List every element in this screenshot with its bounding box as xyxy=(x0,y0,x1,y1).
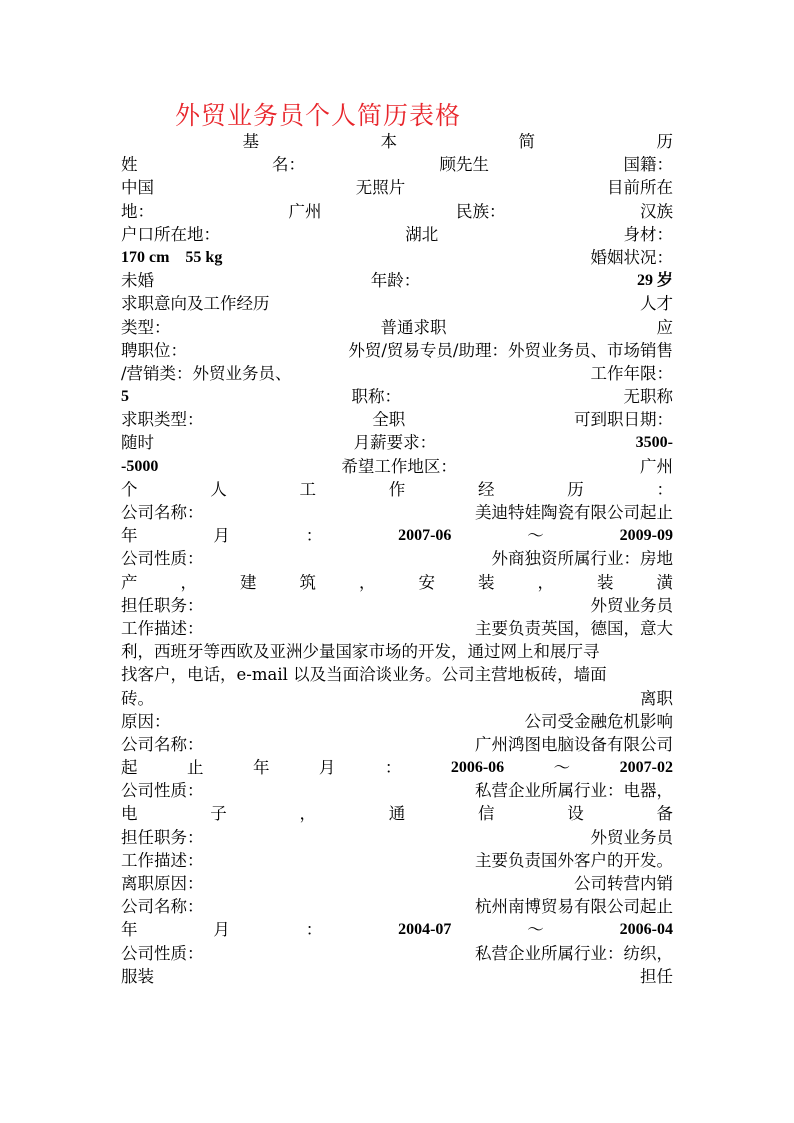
text-segment: 婚姻状况： xyxy=(590,247,673,267)
text-segment: 装 xyxy=(597,572,614,592)
text-segment: /营销类：外贸业务员、 xyxy=(121,363,292,383)
text-segment: 担任职务： xyxy=(121,595,204,615)
text-segment: ： xyxy=(305,920,323,940)
text-segment: 公司性质： xyxy=(121,549,204,569)
text-segment: 170 cm 55 kg xyxy=(121,248,223,266)
text-line xyxy=(121,756,673,779)
text-segment: 未婚 xyxy=(121,271,154,291)
text-segment: 职称： xyxy=(351,387,401,407)
text-segment: 公司性质： xyxy=(121,943,204,963)
text-segment: 身材： xyxy=(623,224,673,244)
text-segment: 无照片 xyxy=(355,178,406,198)
text-segment: 希望工作地区： xyxy=(341,456,457,476)
text-segment: 公司性质： xyxy=(121,781,204,801)
text-segment: 29 岁 xyxy=(636,272,673,290)
text-segment: 筑 xyxy=(299,572,316,592)
text-segment: 目前所在 xyxy=(607,178,673,198)
text-segment: 外商独资所属行业：房地 xyxy=(491,549,673,569)
text-segment: ～ xyxy=(553,758,571,778)
text-line xyxy=(121,385,673,408)
text-segment: 户口所在地： xyxy=(121,224,220,244)
text-line xyxy=(121,733,673,756)
text-segment: 历 xyxy=(567,479,584,499)
text-segment: 备 xyxy=(656,804,673,824)
text-segment: 2007-06 xyxy=(398,527,452,545)
text-segment: 离职 xyxy=(640,688,673,708)
text-segment: 潢 xyxy=(656,572,673,592)
text-segment: 本 xyxy=(380,132,397,151)
text-line xyxy=(121,269,673,292)
text-line xyxy=(121,895,673,918)
text-segment: 公司名称： xyxy=(121,897,204,917)
document-title: 外贸业务员个人简历表格 xyxy=(175,101,462,130)
text-segment: 2004-07 xyxy=(398,921,452,939)
text-line xyxy=(121,826,673,849)
text-segment: ， xyxy=(537,572,554,592)
text-segment: 利，西班牙等西欧及亚洲少量国家市场的开发，通过网上和展厅寻 xyxy=(121,642,600,662)
text-line xyxy=(121,617,673,640)
text-line xyxy=(121,802,673,825)
text-line xyxy=(121,316,673,339)
text-segment: 公司名称： xyxy=(121,734,204,754)
text-segment: 担任 xyxy=(640,966,673,986)
text-segment: 应 xyxy=(656,317,673,337)
text-segment: 离职原因： xyxy=(121,874,204,893)
text-segment: 止 xyxy=(186,758,204,778)
text-segment: 工作描述： xyxy=(121,850,204,870)
text-segment: ： xyxy=(305,526,323,546)
text-segment: 装 xyxy=(478,572,495,592)
text-segment: 类型： xyxy=(121,317,171,337)
text-line xyxy=(121,431,673,454)
text-segment: 建 xyxy=(240,572,257,592)
text-segment: 名： xyxy=(272,155,305,175)
text-segment: 国籍： xyxy=(623,155,673,175)
text-segment: 广州 xyxy=(288,201,322,221)
resume-body xyxy=(121,130,673,988)
text-segment: 工作描述： xyxy=(121,618,204,638)
text-segment: 公司受金融危机影响 xyxy=(524,711,673,731)
text-segment: 起 xyxy=(121,758,138,778)
text-segment: ： xyxy=(656,479,673,499)
text-segment: 公司名称： xyxy=(121,503,204,522)
text-segment: ～ xyxy=(527,920,544,940)
text-segment: -5000 xyxy=(121,457,159,475)
text-line xyxy=(121,918,673,941)
text-segment: 找客户，电话，e-mail 以及当面洽谈业务。公司主营地板砖，墙面 xyxy=(121,665,607,685)
text-segment: 经 xyxy=(478,479,495,499)
text-line xyxy=(121,872,673,895)
text-segment: ： xyxy=(384,758,402,778)
text-line xyxy=(121,408,673,431)
text-segment: 求职类型： xyxy=(121,410,204,430)
text-segment: 私营企业所属行业：电器， xyxy=(475,781,673,801)
text-line xyxy=(121,339,673,362)
text-segment: 安 xyxy=(418,572,435,592)
text-segment: 人 xyxy=(210,479,227,499)
text-segment: 求职意向及工作经历 xyxy=(121,294,270,314)
text-segment: 原因： xyxy=(121,711,171,731)
text-segment: 地： xyxy=(121,201,154,221)
text-segment: 月薪要求： xyxy=(353,433,437,453)
text-line xyxy=(121,663,673,686)
text-segment: 月 xyxy=(213,526,230,546)
text-line xyxy=(121,223,673,246)
text-segment: 设 xyxy=(567,804,584,824)
text-segment: 个 xyxy=(121,479,138,499)
text-line xyxy=(121,942,673,965)
text-segment: 2007-02 xyxy=(619,759,673,777)
text-segment: 信 xyxy=(478,804,495,824)
text-line xyxy=(121,478,673,501)
text-line xyxy=(121,246,673,269)
text-line xyxy=(121,687,673,710)
text-segment: 5 xyxy=(121,388,129,406)
text-segment: 作 xyxy=(388,479,406,499)
text-line xyxy=(121,594,673,617)
text-segment: 普通求职 xyxy=(380,317,447,337)
text-segment: 月 xyxy=(318,758,336,778)
text-segment: 民族： xyxy=(456,201,506,221)
text-segment: 2009-09 xyxy=(619,527,673,545)
text-segment: 2006-04 xyxy=(619,921,673,939)
text-segment: 全职 xyxy=(372,410,406,430)
text-line xyxy=(121,292,673,315)
text-line xyxy=(121,547,673,570)
text-segment: 杭州南博贸易有限公司起止 xyxy=(475,897,673,917)
text-segment: 外贸/贸易专员/助理：外贸业务员、市场销售 xyxy=(348,340,673,360)
text-segment: 美迪特娃陶瓷有限公司起止 xyxy=(475,503,673,522)
text-line xyxy=(121,455,673,478)
text-segment: 年 xyxy=(252,758,270,778)
text-line xyxy=(121,153,673,176)
text-segment: 私营企业所属行业：纺织， xyxy=(475,943,673,963)
text-line xyxy=(121,640,673,663)
text-segment: 外贸业务员 xyxy=(590,827,673,847)
text-line xyxy=(121,200,673,223)
text-segment: ， xyxy=(359,572,376,592)
text-segment: 简 xyxy=(518,132,535,151)
text-segment: 随时 xyxy=(121,433,154,453)
text-segment: 中国 xyxy=(121,178,154,198)
text-line xyxy=(121,571,673,594)
text-segment: 广州 xyxy=(639,456,673,476)
text-segment: 担任职务： xyxy=(121,827,204,847)
text-segment: 历 xyxy=(656,132,673,151)
text-segment: 服装 xyxy=(121,966,154,986)
text-line xyxy=(121,176,673,199)
text-segment: 汉族 xyxy=(640,201,673,221)
text-segment: 工 xyxy=(299,479,316,499)
text-segment: 3500- xyxy=(635,434,673,452)
text-segment: 月 xyxy=(213,920,230,940)
text-line xyxy=(121,501,673,524)
text-segment: 姓 xyxy=(121,155,138,175)
text-segment: 2006-06 xyxy=(450,759,505,777)
text-segment: 通 xyxy=(388,804,406,824)
text-segment: 基 xyxy=(242,132,259,151)
text-segment: 顾先生 xyxy=(439,155,489,175)
text-segment: ， xyxy=(180,572,197,592)
text-line xyxy=(121,965,673,988)
text-segment: 子 xyxy=(210,804,227,824)
text-segment: ， xyxy=(299,804,316,824)
text-line xyxy=(121,779,673,802)
text-segment: 外贸业务员 xyxy=(590,595,673,615)
text-segment: 工作年限： xyxy=(590,363,673,383)
text-segment: 聘职位： xyxy=(121,340,187,360)
text-segment: 人才 xyxy=(640,294,673,314)
text-segment: 砖。 xyxy=(121,688,154,708)
text-segment: 无职称 xyxy=(623,387,673,407)
text-line xyxy=(121,362,673,385)
text-line xyxy=(121,849,673,872)
text-line xyxy=(121,524,673,547)
text-segment: 湖北 xyxy=(405,224,439,244)
text-segment: 年 xyxy=(121,920,138,940)
text-segment: 主要负责国外客户的开发。 xyxy=(475,850,673,870)
text-segment: 可到职日期： xyxy=(574,410,673,430)
text-segment: 产 xyxy=(121,572,138,592)
text-segment: 电 xyxy=(121,804,138,824)
text-segment: 主要负责英国，德国，意大 xyxy=(475,618,673,638)
text-line xyxy=(121,710,673,733)
text-segment: 年龄： xyxy=(370,271,421,291)
text-segment: ～ xyxy=(527,526,544,546)
text-segment: 广州鸿图电脑设备有限公司 xyxy=(475,734,673,754)
text-segment: 年 xyxy=(121,526,138,546)
text-segment: 公司转营内销 xyxy=(574,874,673,893)
text-line xyxy=(121,130,673,153)
